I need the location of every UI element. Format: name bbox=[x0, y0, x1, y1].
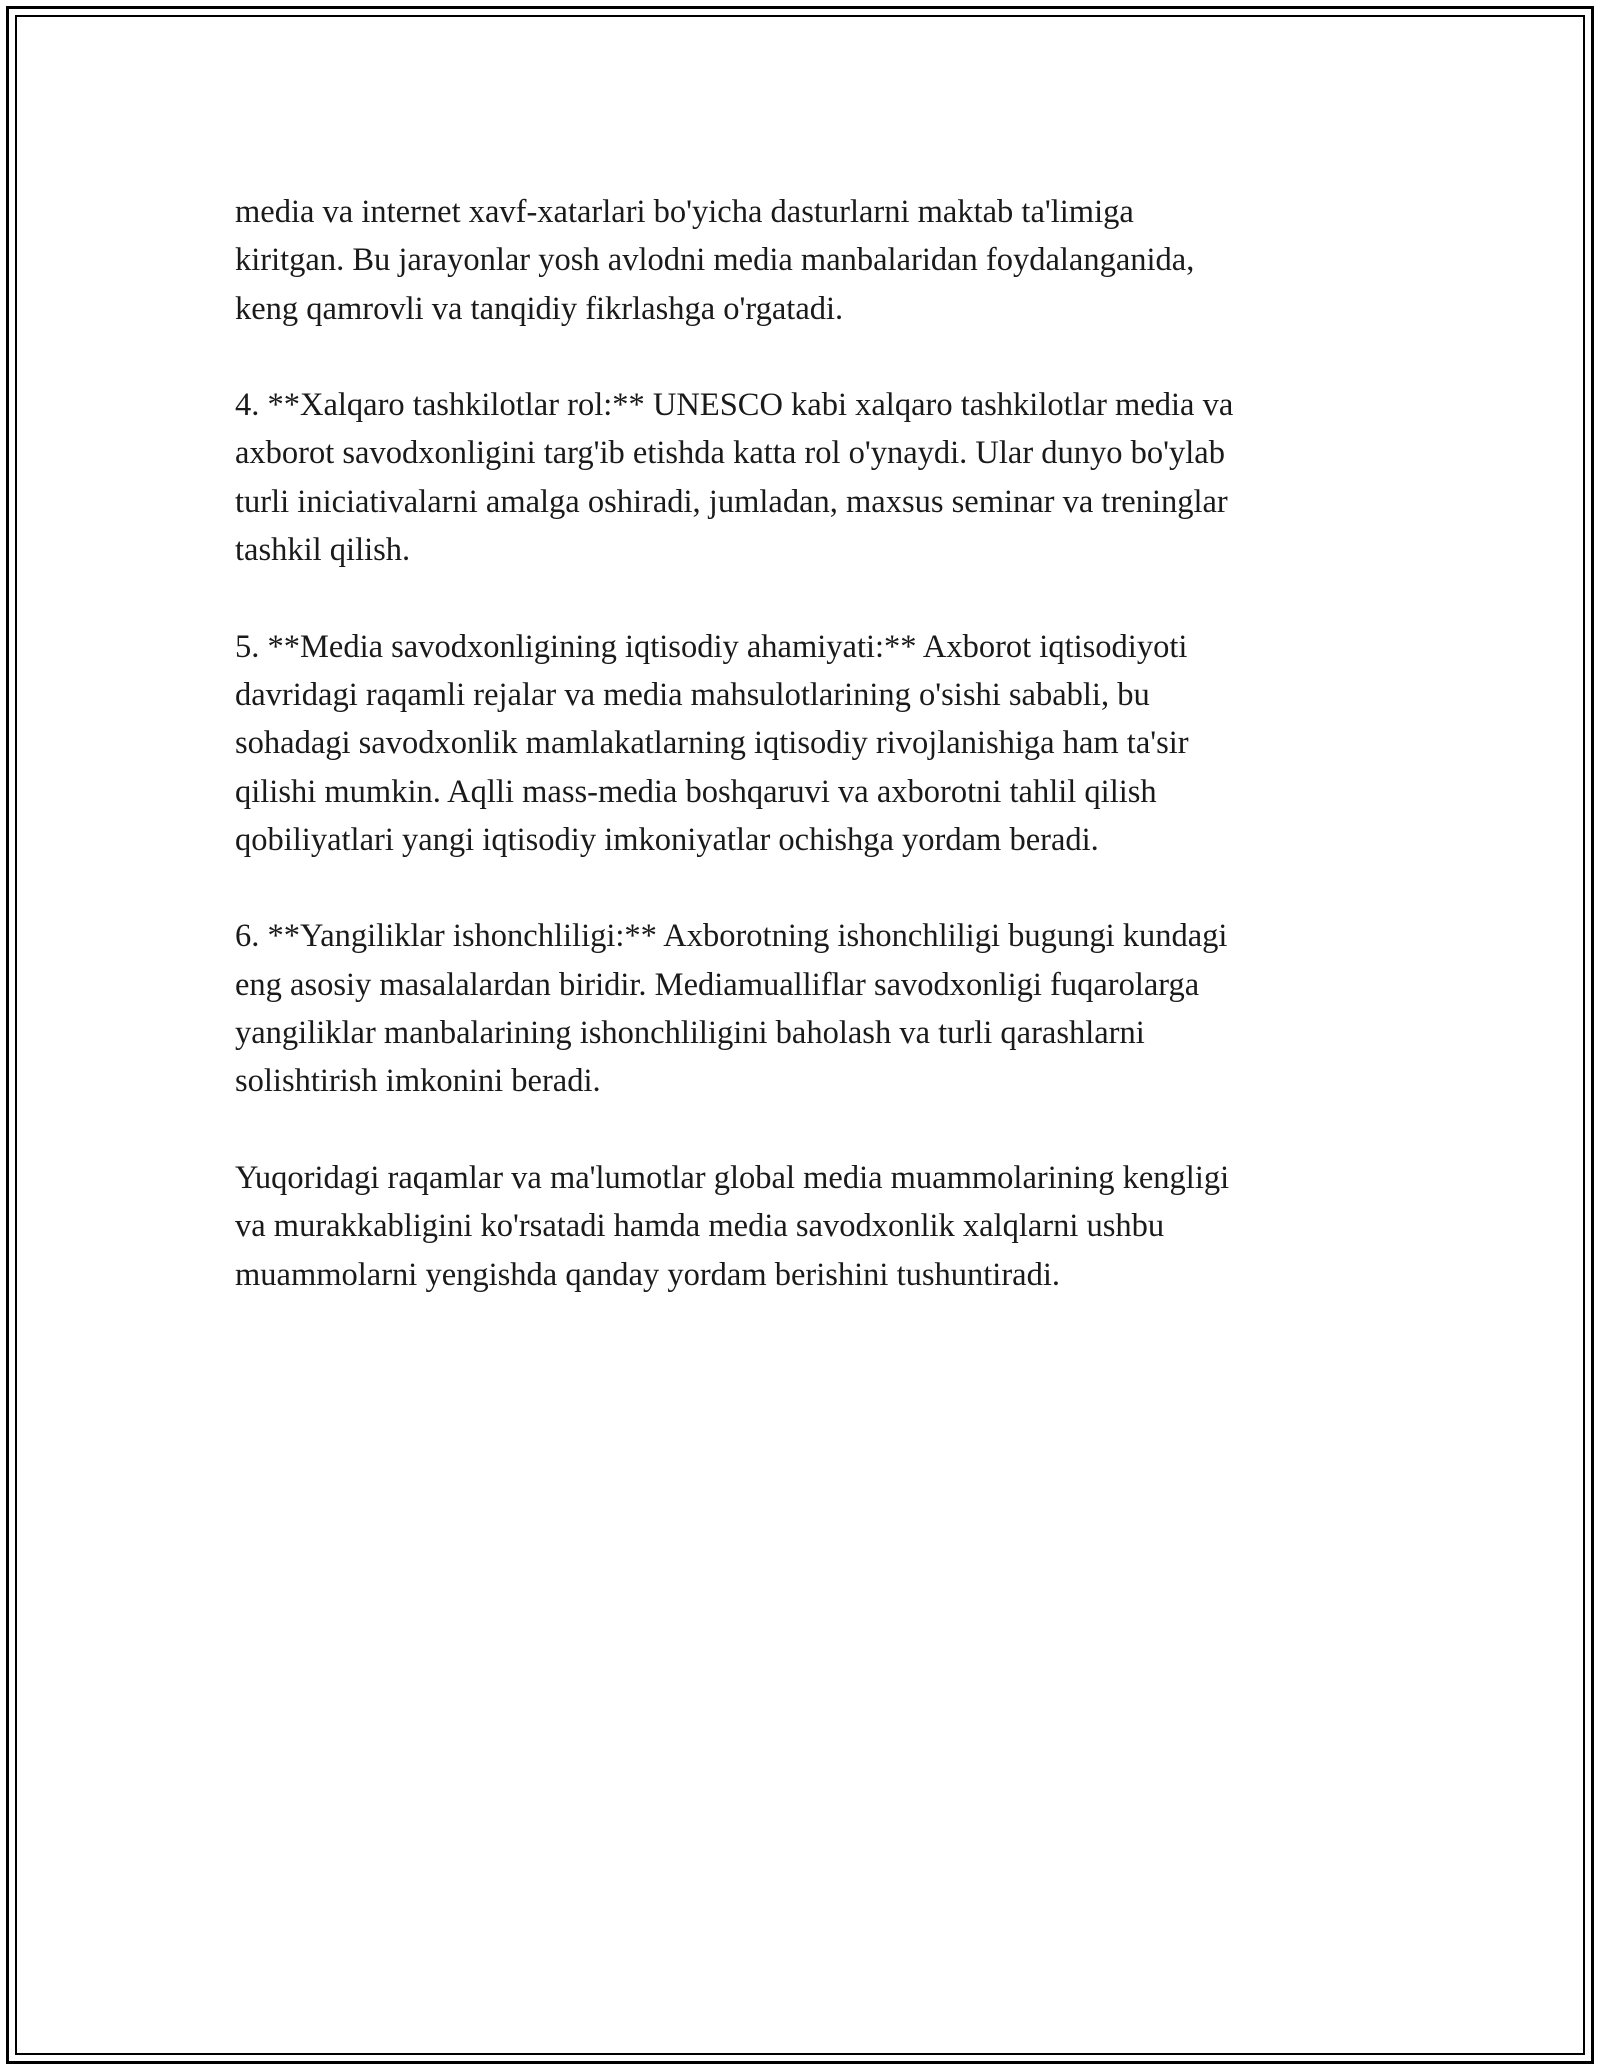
text-line: solishtirish imkonini beradi. bbox=[235, 1063, 601, 1100]
paragraph-conclusion bbox=[235, 1154, 1365, 1299]
text-line: qilishi mumkin. Aqlli mass-media boshqaruvi va axborotni tahlil qilish bbox=[235, 773, 1157, 810]
text-line: sohadagi savodxonlik mamlakatlarning iqtisodiy rivojlanishiga ham ta'sir bbox=[235, 725, 1189, 762]
paragraph-item-5 bbox=[235, 623, 1365, 864]
text-line: muammolarni yengishda qanday yordam berishini tushuntiradi. bbox=[235, 1256, 1060, 1293]
text-line: eng asosiy masalalardan biridir. Mediamualliflar savodxonligi fuqarolarga bbox=[235, 966, 1200, 1003]
text-line: yangiliklar manbalarining ishonchliligini baholash va turli qarashlarni bbox=[235, 1015, 1145, 1052]
text-line: keng qamrovli va tanqidiy fikrlashga o'rgatadi. bbox=[235, 290, 844, 327]
document-body bbox=[235, 188, 1365, 1347]
text-line: davridagi raqamli rejalar va media mahsulotlarining o'sishi sababli, bu bbox=[235, 676, 1150, 713]
paragraph-intro-continuation bbox=[235, 188, 1365, 333]
text-line: 6. **Yangiliklar ishonchliligi:** Axborotning ishonchliligi bugungi kundagi bbox=[235, 918, 1228, 955]
text-line: 5. **Media savodxonligining iqtisodiy ahamiyati:** Axborot iqtisodiyoti bbox=[235, 628, 1188, 665]
text-line: tashkil qilish. bbox=[235, 532, 411, 569]
text-line: kiritgan. Bu jarayonlar yosh avlodni media manbalaridan foydalanganida, bbox=[235, 242, 1195, 279]
text-line: va murakkabligini ko'rsatadi hamda media savodxonlik xalqlarni ushbu bbox=[235, 1208, 1165, 1245]
text-line: qobiliyatlari yangi iqtisodiy imkoniyatlar ochishga yordam beradi. bbox=[235, 821, 1099, 858]
paragraph-item-4 bbox=[235, 381, 1365, 574]
text-line: media va internet xavf-xatarlari bo'yicha dasturlarni maktab ta'limiga bbox=[235, 194, 1134, 230]
text-line: Yuqoridagi raqamlar va ma'lumotlar global media muammolarining kengligi bbox=[235, 1159, 1230, 1196]
text-line: 4. **Xalqaro tashkilotlar rol:** UNESCO kabi xalqaro tashkilotlar media va bbox=[235, 387, 1234, 424]
paragraph-item-6 bbox=[235, 912, 1365, 1105]
text-line: turli iniciativalarni amalga oshiradi, jumladan, maxsus seminar va treninglar bbox=[235, 483, 1228, 520]
text-line: axborot savodxonligini targ'ib etishda katta rol o'ynaydi. Ular dunyo bo'ylab bbox=[235, 435, 1225, 472]
